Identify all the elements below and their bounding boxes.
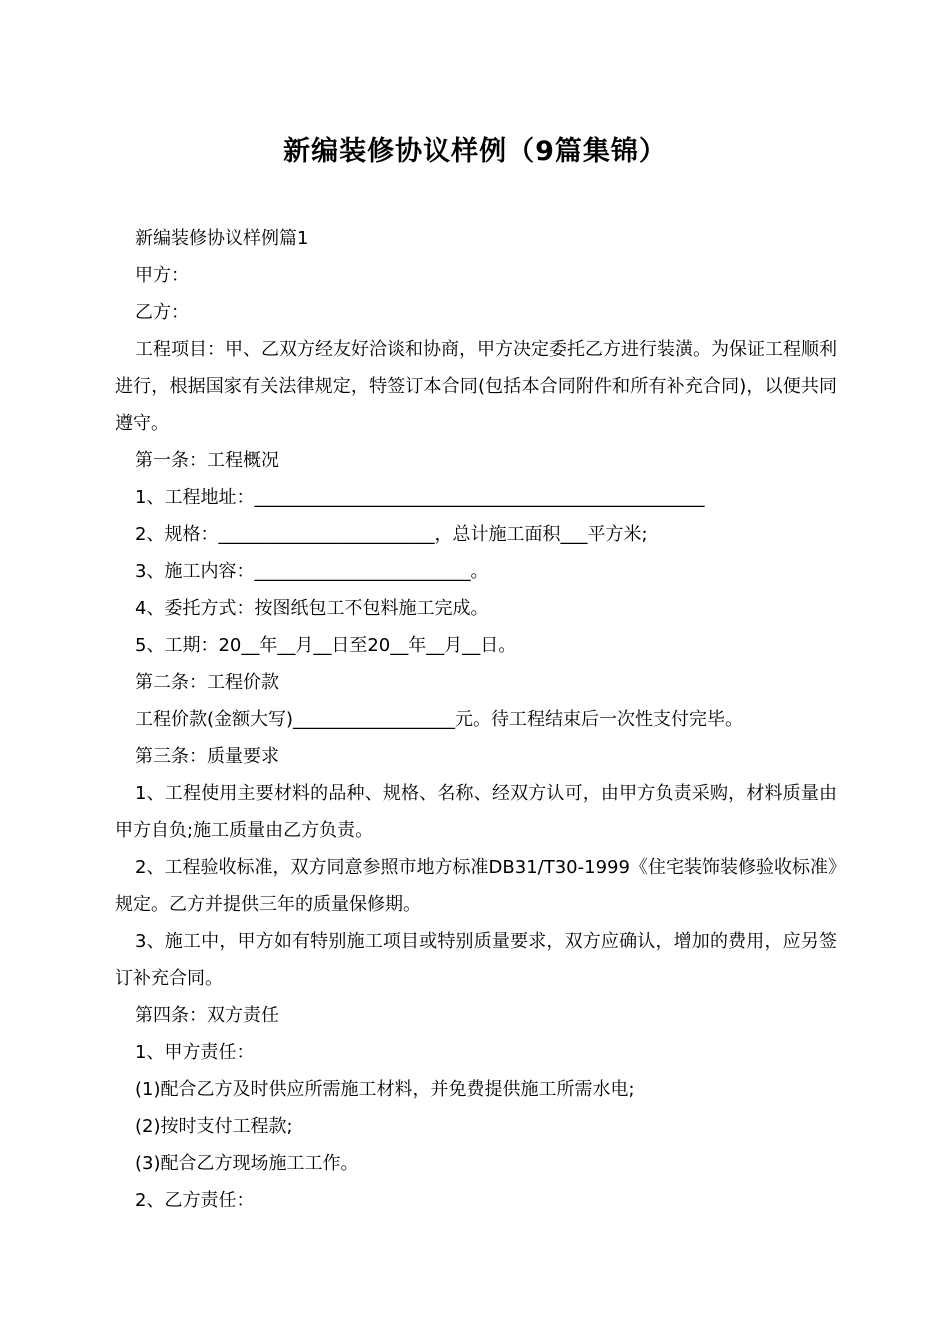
document-title: 新编装修协议样例（9篇集锦）: [283, 136, 667, 167]
project-paragraph: 工程项目：甲、乙双方经友好洽谈和协商，甲方决定委托乙方进行装潢。为保证工程顺利进行，根据国家有关法律规定，特签订本合同(包括本合同附件和所有补充合同)，以便共同遵守。: [115, 339, 837, 434]
clause-item: 3、施工中，甲方如有特别施工项目或特别质量要求，双方应确认，增加的费用，应另签订补充合同。: [115, 931, 837, 989]
party-a-line: 甲方：: [135, 265, 189, 286]
clause-item: 4、委托方式：按图纸包工不包料施工完成。: [135, 598, 489, 619]
clause-item: 1、工程使用主要材料的品种、规格、名称、经双方认可，由甲方负责采购，材料质量由甲方自负;施工质量由乙方负责。: [115, 783, 837, 841]
document-body: [115, 220, 837, 1219]
clause-item: 工程价款(金额大写)__________________元。待工程结束后一次性支付完毕。: [135, 709, 744, 730]
clause-item: 2、乙方责任：: [135, 1190, 255, 1211]
clause-item: 1、工程地址：__________________________________________________: [135, 487, 705, 508]
clause-item: 2、规格：________________________，总计施工面积___平方米;: [135, 524, 648, 545]
sub-clause-item: (3)配合乙方现场施工工作。: [135, 1153, 359, 1174]
clause-item: 3、施工内容：________________________。: [135, 561, 489, 582]
article-heading: 第四条：双方责任: [135, 1005, 279, 1026]
clause-item: 2、工程验收标准，双方同意参照市地方标准DB31/T30-1999《住宅装饰装修验收标准》规定。乙方并提供三年的质量保修期。: [115, 857, 837, 915]
clause-item: 1、甲方责任：: [135, 1042, 255, 1063]
section-heading: 新编装修协议样例篇1: [135, 228, 309, 249]
sub-clause-item: (2)按时支付工程款;: [135, 1116, 293, 1137]
party-b-line: 乙方：: [135, 302, 189, 323]
article-heading: 第二条：工程价款: [135, 672, 279, 693]
sub-clause-item: (1)配合乙方及时供应所需施工材料，并免费提供施工所需水电;: [135, 1079, 635, 1100]
clause-item: 5、工期：20__年__月__日至20__年__月__日。: [135, 635, 517, 656]
article-heading: 第三条：质量要求: [135, 746, 279, 767]
article-heading: 第一条：工程概况: [135, 450, 279, 471]
